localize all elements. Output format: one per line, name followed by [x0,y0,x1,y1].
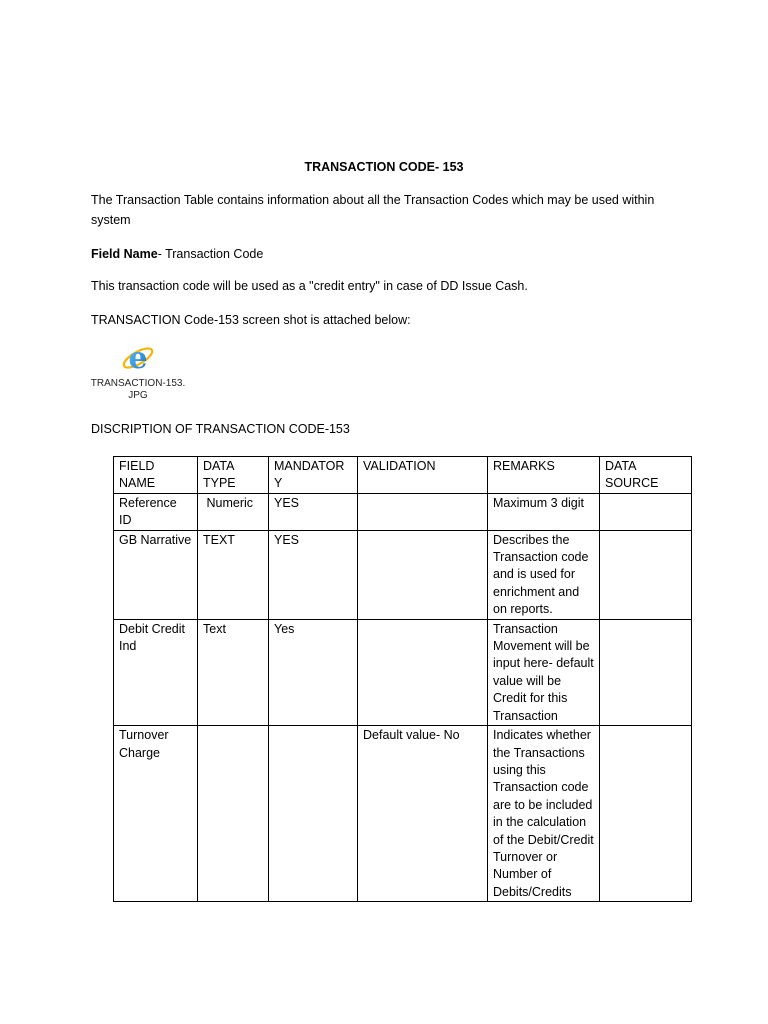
document-title: TRANSACTION CODE- 153 [304,160,464,174]
cell-mandatory: Yes [269,619,358,725]
attachment-transaction-153[interactable] [88,340,188,402]
cell-data-source [600,530,692,619]
field-name-label: Field Name [91,247,158,261]
cell-field-name: Reference ID [114,493,198,530]
cell-validation [358,493,488,530]
header-validation: VALIDATION [358,457,488,494]
cell-remarks: Indicates whether the Transactions using this Transaction code are to be included in the calculation of the Debit/Credit Turnover or Number of Debits/Credits [488,726,600,902]
header-mandatory: MANDATORY [269,457,358,494]
cell-data-type: Numeric [198,493,269,530]
header-data-type: DATA TYPE [198,457,269,494]
cell-data-type: TEXT [198,530,269,619]
cell-field-name: Turnover Charge [114,726,198,902]
table-header-row [114,457,692,494]
cell-remarks: Describes the Transaction code and is used for enrichment and on reports. [488,530,600,619]
field-name-value: - Transaction Code [157,247,264,261]
table-row [114,726,692,902]
cell-validation [358,530,488,619]
cell-field-name: GB Narrative [114,530,198,619]
header-data-source: DATA SOURCE [600,457,692,494]
screenshot-note-paragraph: TRANSACTION Code-153 screen shot is attached below: [91,313,411,327]
cell-mandatory: YES [269,530,358,619]
cell-validation: Default value- No [358,726,488,902]
table-row [114,530,692,619]
transaction-spec-table [113,456,692,902]
intro-paragraph: The Transaction Table contains information about all the Transaction Codes which may be used within system [91,193,655,227]
header-field-name: FIELD NAME [114,457,198,494]
cell-remarks: Maximum 3 digit [488,493,600,530]
cell-remarks: Transaction Movement will be input here- default value will be Credit for this Transaction [488,619,600,725]
attachment-filename-line2: JPG [128,390,148,401]
cell-data-source [600,619,692,725]
internet-explorer-icon [119,340,157,376]
cell-mandatory: YES [269,493,358,530]
cell-field-name: Debit Credit Ind [114,619,198,725]
credit-note-paragraph: This transaction code will be used as a "credit entry" in case of DD Issue Cash. [91,279,528,293]
cell-validation [358,619,488,725]
table-row [114,493,692,530]
field-name-paragraph [91,244,681,264]
cell-mandatory [269,726,358,902]
description-heading: DISCRIPTION OF TRANSACTION CODE-153 [91,422,350,436]
cell-data-type: Text [198,619,269,725]
cell-data-source [600,726,692,902]
cell-data-type [198,726,269,902]
header-remarks: REMARKS [488,457,600,494]
cell-data-source [600,493,692,530]
table-row [114,619,692,725]
svg-text:e: e [128,341,148,376]
attachment-filename-line1: TRANSACTION-153. [90,378,186,389]
